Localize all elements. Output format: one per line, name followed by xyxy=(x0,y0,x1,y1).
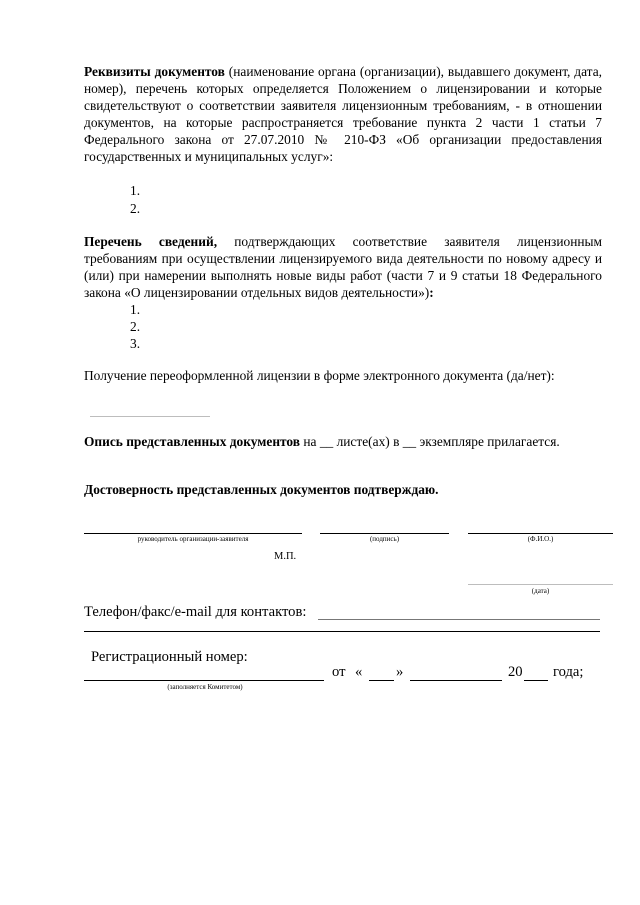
signature-line[interactable] xyxy=(320,533,449,534)
registration-note: (заполняется Комитетом) xyxy=(167,683,243,691)
head-label: руководитель организации-заявителя xyxy=(137,535,249,543)
registration-day-line[interactable] xyxy=(369,680,394,681)
info-list-title: Перечень сведений, xyxy=(84,234,218,249)
stamp-place: М.П. xyxy=(274,551,297,562)
info-list-item-2: 2. xyxy=(130,319,141,334)
full-name-label: (Ф.И.О.) xyxy=(527,535,554,543)
requisites-item-1: 1. xyxy=(130,183,141,198)
date-line[interactable] xyxy=(468,584,613,585)
contacts-label: Телефон/факс/e-mail для контактов: xyxy=(84,604,307,620)
info-list-colon: : xyxy=(429,285,434,301)
registration-quote-close: » xyxy=(396,664,404,680)
requisites-paragraph xyxy=(84,63,602,166)
registration-number-line[interactable] xyxy=(84,680,324,681)
registration-from: от xyxy=(332,664,346,680)
confirmation-title: Достоверность представленных документов подтверждаю. xyxy=(84,482,439,497)
inventory-text: на __ листе(ах) в __ экземпляре прилагается. xyxy=(300,434,560,449)
registration-quote-open: « xyxy=(355,664,363,680)
electronic-license-question: Получение переоформленной лицензии в форме электронного документа (да/нет): xyxy=(84,368,555,383)
contacts-line-2[interactable] xyxy=(84,631,600,632)
requisites-title: Реквизиты документов xyxy=(84,64,225,79)
registration-label: Регистрационный номер: xyxy=(91,649,248,665)
electronic-license-answer-line[interactable] xyxy=(90,416,210,417)
head-name-line[interactable] xyxy=(84,533,302,534)
signature-label: (подпись) xyxy=(369,535,400,543)
info-list-item-3: 3. xyxy=(130,336,141,351)
registration-year-suffix: года; xyxy=(553,664,584,680)
confirmation-statement xyxy=(84,481,602,498)
contacts-line-1[interactable] xyxy=(318,619,600,620)
info-list-text: подтверждающих соответствие заявителя лицензионным требованиям при осуществлении лицензируемого вида деятельности по новому адресу и (или) при намерении выполнять новые виды работ (части 7 и 9 статьи 18 Федерального закона «О лицензировании отдельных видов деятельности») xyxy=(84,234,602,301)
date-label: (дата) xyxy=(531,587,550,595)
requisites-text: (наименование органа (организации), выдавшего документ, дата, номер), перечень которых определяется Положением о лицензировании и которые свидетельствуют о соответствии заявителя лицензионным требованиям, - в отношении документов, на которые распространяется требование пункта 2 части 1 статьи 7 Федерального закона от 27.07.2010 № 210-ФЗ «Об организации предоставления государственных и муниципальных услуг»: xyxy=(84,64,602,165)
inventory-title: Опись представленных документов xyxy=(84,434,301,449)
inventory-paragraph xyxy=(84,433,602,450)
registration-month-line[interactable] xyxy=(410,680,502,681)
registration-year-line[interactable] xyxy=(524,680,548,681)
info-list-paragraph xyxy=(84,233,602,301)
registration-year-prefix: 20 xyxy=(508,664,523,680)
requisites-item-2: 2. xyxy=(130,201,141,216)
info-list-item-1: 1. xyxy=(130,302,141,317)
full-name-line[interactable] xyxy=(468,533,613,534)
